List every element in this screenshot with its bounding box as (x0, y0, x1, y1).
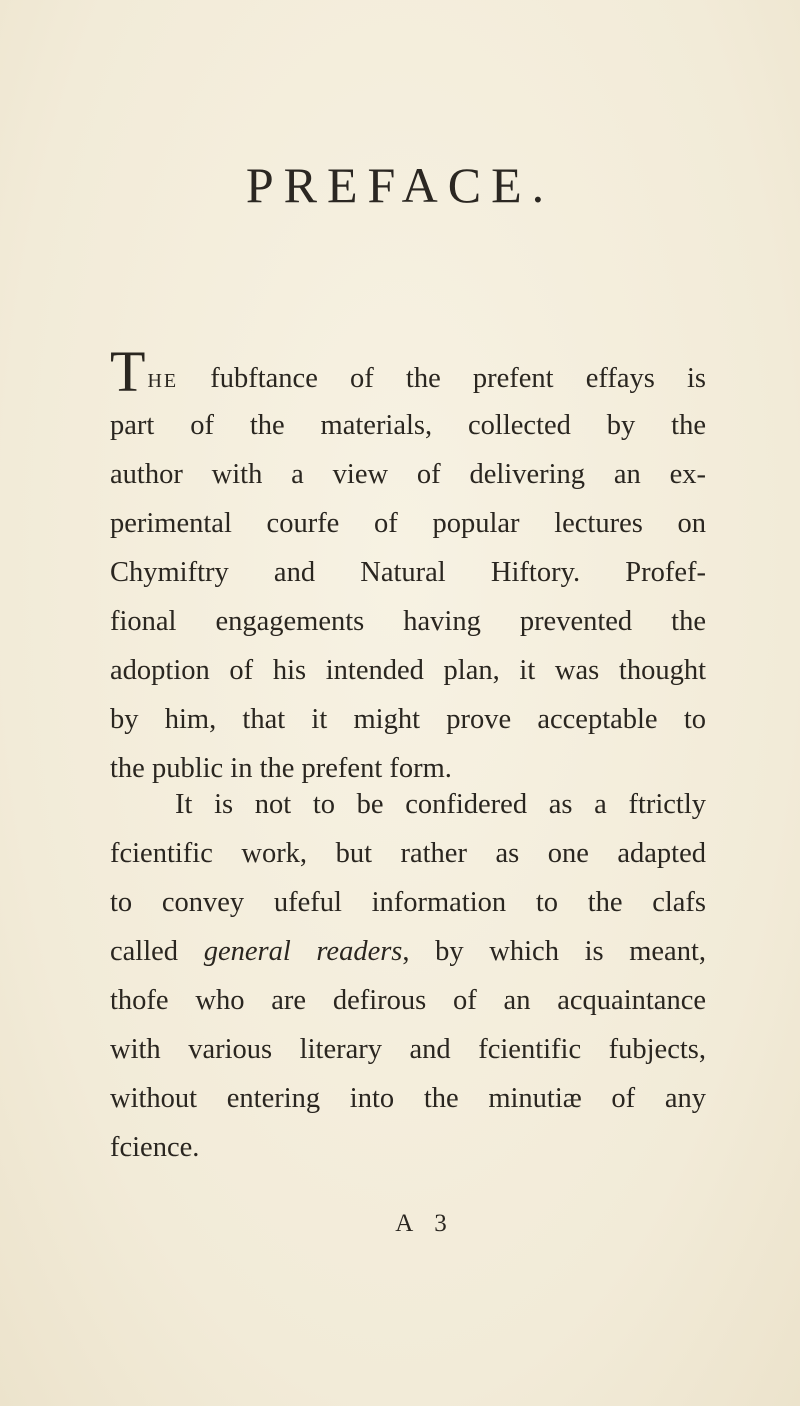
text-line: by him, that it might prove acceptable to (110, 704, 706, 735)
text-line: to convey ufeful information to the clafs (110, 887, 706, 918)
text-line: fcientific work, but rather as one adapted (110, 838, 706, 869)
text-line: Chymiftry and Natural Hiftory. Profef- (110, 557, 706, 588)
text-line: part of the materials, collected by the (110, 410, 706, 441)
text-line: perimental courfe of popular lectures on (110, 508, 706, 539)
text-line: called general readers, by which is meant, (110, 936, 707, 967)
italic-phrase: general readers (203, 936, 403, 967)
small-caps-word: he (147, 363, 179, 394)
text-line: author with a view of delivering an ex- (110, 459, 706, 490)
paragraph-1 (110, 339, 706, 793)
text-line: The fubftance of the prefent effays is (110, 339, 706, 404)
text-line: fional engagements having prevented the (110, 606, 706, 637)
text-line: thofe who are defirous of an acquaintance (110, 985, 706, 1016)
page-title: PREFACE. (245, 157, 555, 213)
text-line: without entering into the minutiæ of any (110, 1083, 706, 1114)
signature-mark: A 3 (395, 1210, 455, 1237)
text-line: with various literary and fcientific fubjects, (110, 1034, 706, 1065)
paragraph-2 (110, 780, 706, 1172)
text-line: adoption of his intended plan, it was thought (110, 655, 706, 686)
text-line: It is not to be confidered as a ftrictly (175, 789, 707, 820)
text-line: the public in the prefent form. (110, 753, 452, 784)
text-line: fcience. (110, 1132, 200, 1163)
drop-cap: T (110, 339, 146, 404)
